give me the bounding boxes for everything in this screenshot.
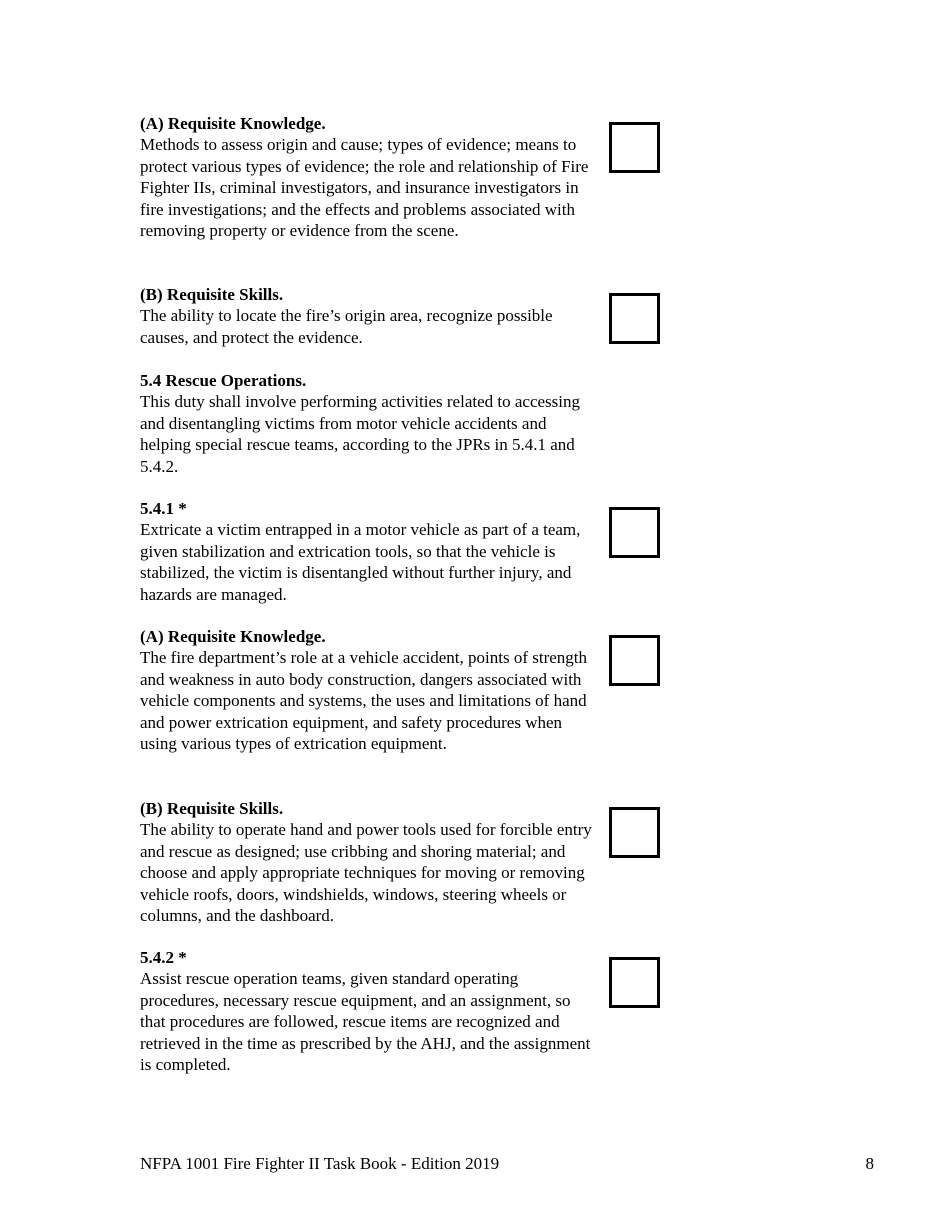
section-text: Methods to assess origin and cause; types of evidence; means to protect various types of evidence; the role and relationship of Fire Fighter IIs, criminal investigators, and insurance investigators in fire investigations; and the effects and problems associated with removing property or evidence from the scene. xyxy=(140,135,589,241)
section-heading: (A) Requisite Knowledge. xyxy=(140,114,326,133)
section-5-4-rescue-operations xyxy=(140,370,600,477)
signoff-checkbox[interactable] xyxy=(609,957,660,1008)
section-5-4-1-a-knowledge xyxy=(140,626,600,754)
footer-title: NFPA 1001 Fire Fighter II Task Book - Edition 2019 xyxy=(140,1154,500,1173)
section-heading: 5.4.1 * xyxy=(140,499,187,518)
section-text: This duty shall involve performing activities related to accessing and disentangling victims from motor vehicle accidents and helping special rescue teams, according to the JPRs in 5.4.1 and 5.4.2. xyxy=(140,392,580,476)
signoff-checkbox[interactable] xyxy=(609,293,660,344)
section-heading: (A) Requisite Knowledge. xyxy=(140,627,326,646)
section-heading: (B) Requisite Skills. xyxy=(140,285,284,304)
section-heading: 5.4.2 * xyxy=(140,948,187,967)
section-text: Extricate a victim entrapped in a motor vehicle as part of a team, given stabilization and extrication tools, so that the vehicle is stabilized, the victim is disentangled without further injury, and hazards are managed. xyxy=(140,520,581,604)
section-text: The ability to locate the fire’s origin area, recognize possible causes, and protect the evidence. xyxy=(140,306,553,347)
section-5-4-1-b-skills xyxy=(140,798,600,926)
section-heading: 5.4 Rescue Operations. xyxy=(140,371,307,390)
signoff-checkbox[interactable] xyxy=(609,507,660,558)
section-heading: (B) Requisite Skills. xyxy=(140,799,284,818)
section-5-4-1 xyxy=(140,498,600,605)
page-number: 8 xyxy=(865,1154,874,1173)
section-5-3-b-skills xyxy=(140,284,600,348)
section-5-4-2 xyxy=(140,947,600,1075)
signoff-checkbox[interactable] xyxy=(609,807,660,858)
section-text: The ability to operate hand and power tools used for forcible entry and rescue as designed; use cribbing and shoring material; and choose and apply appropriate techniques for moving or removing vehicle roofs, doors, windshields, windows, steering wheels or columns, and the dashboard. xyxy=(140,820,592,926)
signoff-checkbox[interactable] xyxy=(609,122,660,173)
section-5-3-a-knowledge xyxy=(140,113,600,241)
section-text: Assist rescue operation teams, given standard operating procedures, necessary rescue equipment, and an assignment, so that procedures are followed, rescue items are recognized and retrieved in the time as prescribed by the AHJ, and the assignment is completed. xyxy=(140,969,591,1075)
section-text: The fire department’s role at a vehicle accident, points of strength and weakness in auto body construction, dangers associated with vehicle components and systems, the uses and limitations of hand and power extrication equipment, and safety procedures when using various types of extrication equipment. xyxy=(140,648,588,754)
signoff-checkbox[interactable] xyxy=(609,635,660,686)
